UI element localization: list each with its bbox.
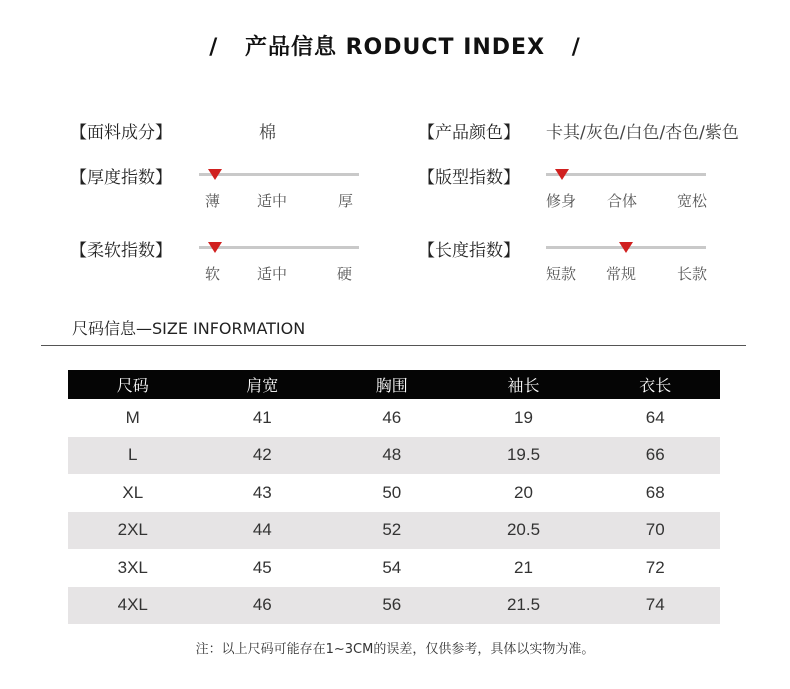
length-marker bbox=[619, 242, 633, 253]
fit-label: 【版型指数】 bbox=[418, 168, 520, 188]
length-gauge bbox=[546, 240, 706, 260]
length-label: 【长度指数】 bbox=[418, 241, 520, 261]
cell-sleeve: 19 bbox=[514, 407, 533, 427]
table-row bbox=[68, 437, 720, 475]
header-sleeve: 袖长 bbox=[457, 370, 591, 399]
cell-shoulder: 41 bbox=[252, 407, 272, 427]
cell-sleeve: 20 bbox=[514, 482, 533, 502]
cell-size: 4XL bbox=[68, 587, 198, 625]
fabric-value: 棉 bbox=[259, 123, 276, 143]
cell-length: 74 bbox=[590, 587, 720, 625]
size-table bbox=[68, 370, 720, 624]
cell-sleeve: 21.5 bbox=[457, 587, 591, 625]
cell-length: 72 bbox=[645, 557, 665, 577]
header-shoulder: 肩宽 bbox=[198, 370, 328, 399]
thickness-marker bbox=[208, 169, 222, 180]
cell-shoulder: 44 bbox=[198, 512, 328, 550]
cell-sleeve: 20.5 bbox=[457, 512, 591, 550]
header-length: 衣长 bbox=[590, 370, 720, 399]
cell-sleeve: 19.5 bbox=[457, 437, 591, 475]
header-chest: 胸围 bbox=[327, 370, 457, 399]
cell-size: XL bbox=[122, 482, 144, 502]
softness-label: 【柔软指数】 bbox=[70, 241, 172, 261]
table-row bbox=[68, 474, 720, 512]
color-label: 【产品颜色】 bbox=[418, 123, 520, 143]
fit-scale-mid: 合体 bbox=[607, 192, 638, 210]
cell-size: M bbox=[125, 407, 140, 427]
thickness-label: 【厚度指数】 bbox=[70, 168, 172, 188]
softness-gauge bbox=[199, 240, 359, 260]
cell-length: 70 bbox=[590, 512, 720, 550]
cell-size: 3XL bbox=[117, 557, 148, 577]
softness-track bbox=[199, 246, 359, 249]
fit-track bbox=[546, 173, 706, 176]
color-value: 卡其/灰色/白色/杏色/紫色 bbox=[546, 123, 739, 143]
table-row bbox=[68, 512, 720, 550]
softness-scale-mid: 适中 bbox=[257, 265, 288, 283]
title-slash-left: / bbox=[209, 35, 219, 60]
thickness-scale-low: 薄 bbox=[205, 192, 221, 210]
cell-chest: 46 bbox=[382, 407, 402, 427]
table-row bbox=[68, 549, 720, 587]
softness-marker bbox=[208, 242, 222, 253]
thickness-scale-high: 厚 bbox=[338, 192, 354, 210]
cell-shoulder: 42 bbox=[198, 437, 328, 475]
cell-shoulder: 46 bbox=[198, 587, 328, 625]
cell-length: 66 bbox=[590, 437, 720, 475]
length-scale-low: 短款 bbox=[546, 265, 577, 283]
cell-sleeve: 21 bbox=[514, 557, 533, 577]
cell-size: 2XL bbox=[68, 512, 198, 550]
cell-chest: 50 bbox=[382, 482, 402, 502]
table-row bbox=[68, 399, 720, 437]
fit-marker bbox=[555, 169, 569, 180]
length-scale-high: 长款 bbox=[677, 265, 708, 283]
size-table-header bbox=[68, 370, 720, 399]
cell-shoulder: 45 bbox=[252, 557, 272, 577]
cell-length: 68 bbox=[645, 482, 665, 502]
size-section-title: 尺码信息—SIZE INFORMATION bbox=[72, 319, 306, 338]
thickness-scale-mid: 适中 bbox=[257, 192, 288, 210]
header-size: 尺码 bbox=[68, 370, 198, 399]
length-scale-mid: 常规 bbox=[606, 265, 637, 283]
cell-shoulder: 43 bbox=[252, 482, 272, 502]
fit-scale-low: 修身 bbox=[546, 192, 577, 210]
size-note: 注：以上尺码可能存在1~3CM的误差，仅供参考，具体以实物为准。 bbox=[195, 642, 595, 657]
cell-chest: 54 bbox=[382, 557, 402, 577]
fit-gauge bbox=[546, 167, 706, 187]
cell-chest: 52 bbox=[327, 512, 457, 550]
section-divider bbox=[41, 345, 746, 346]
fit-scale-high: 宽松 bbox=[677, 192, 708, 210]
thickness-track bbox=[199, 173, 359, 176]
softness-scale-low: 软 bbox=[205, 265, 221, 283]
cell-length: 64 bbox=[645, 407, 665, 427]
page-title bbox=[0, 30, 790, 61]
title-slash-right: / bbox=[571, 35, 581, 60]
fabric-label: 【面料成分】 bbox=[70, 123, 172, 143]
cell-chest: 48 bbox=[327, 437, 457, 475]
thickness-gauge bbox=[199, 167, 359, 187]
softness-scale-high: 硬 bbox=[337, 265, 353, 283]
cell-size: L bbox=[68, 437, 198, 475]
table-row bbox=[68, 587, 720, 625]
cell-chest: 56 bbox=[327, 587, 457, 625]
title-text: 产品信息 RODUCT INDEX bbox=[244, 35, 546, 60]
